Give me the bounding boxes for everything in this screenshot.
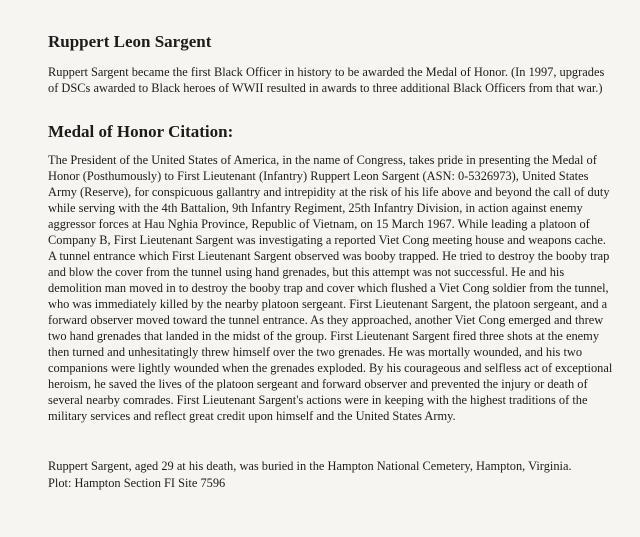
name-heading: Ruppert Leon Sargent	[48, 32, 212, 51]
citation-heading: Medal of Honor Citation:	[48, 122, 234, 141]
citation-paragraph: The President of the United States of America, in the name of Congress, takes pride in presenting the Medal of Honor (Posthumously) to First Lieutenant (Infantry) Ruppert Leon Sargent (ASN: 0-5326973), United States Army (Reserve), for conspicuous gallantry and intrepidity at the risk of his life above and beyond the call of duty while serving with the 4th Battalion, 9th Infantry Regiment, 25th Infantry Division, in action against enemy aggressor forces at Hau Nghia Province, Republic of Vietnam, on 15 March 1967. While leading a platoon of Company B, First Lieutenant Sargent was investigating a reported Viet Cong meeting house and weapons cache. A tunnel entrance which First Lieutenant Sargent observed was booby trapped. He tried to destroy the booby trap and blow the cover from the tunnel using hand grenades, but this attempt was not successful. He and his demolition man moved in to destroy the booby trap and cover which flushed a Viet Cong soldier from the tunnel, who was immediately killed by the nearby platoon sergeant. First Lieutenant Sargent, the platoon sergeant, and a forward observer moved toward the tunnel entrance. As they approached, another Viet Cong emerged and threw two hand grenades that landed in the midst of the group. First Lieutenant Sargent fired three shots at the enemy then turned and unhesitatingly threw himself over the two grenades. He was mortally wounded, and his two companions were lightly wounded when the grenades exploded. By his courageous and selfless act of exceptional heroism, he saved the lives of the platoon sergeant and forward observer and prevented the injury or death of several nearby comrades. First Lieutenant Sargent's actions were in keeping with the highest traditions of the military services and reflect great credit upon himself and the United States Army.	[48, 153, 613, 423]
intro-paragraph: Ruppert Sargent became the first Black Officer in history to be awarded the Medal of Honor. (In 1997, upgrades of DSCs awarded to Black heroes of WWII resulted in awards to three additional Black Officers from that war.)	[48, 65, 605, 95]
burial-line: Ruppert Sargent, aged 29 at his death, was buried in the Hampton National Cemetery, Hampton, Virginia.	[48, 459, 572, 473]
burial-paragraph	[48, 458, 618, 492]
plot-line: Plot: Hampton Section FI Site 7596	[48, 476, 226, 490]
